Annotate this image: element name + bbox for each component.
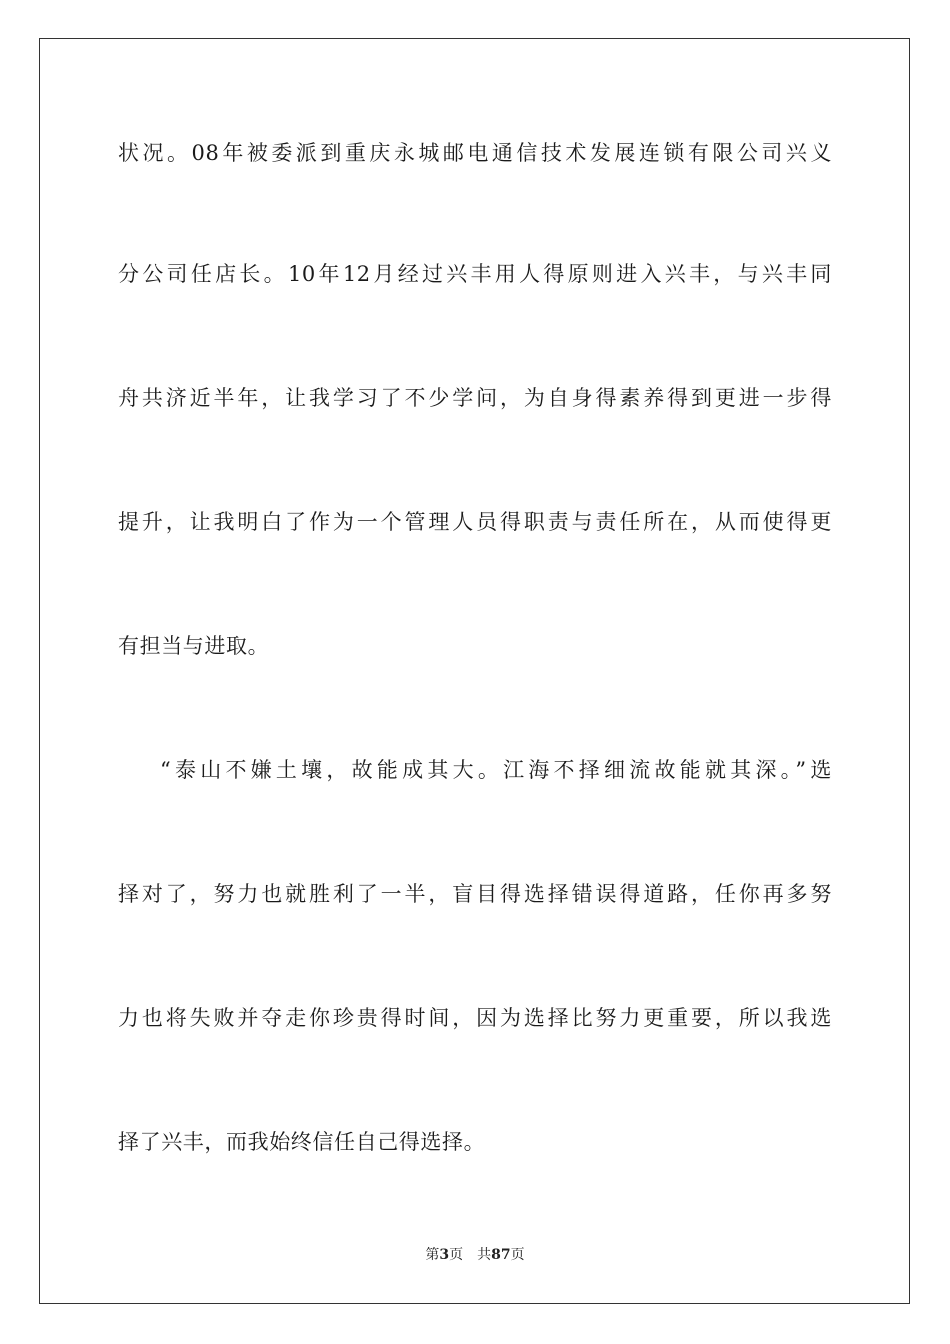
page-suffix: 页 <box>449 1247 464 1263</box>
text-line-5: 有担当与进取。 <box>118 634 270 658</box>
text-line-2: 分公司任店长。10年12月经过兴丰用人得原则进入兴丰，与兴丰同 <box>118 262 832 286</box>
text-line-4: 提升，让我明白了作为一个管理人员得职责与责任所在，从而使得更 <box>118 510 832 534</box>
page-number: 3 <box>439 1247 450 1263</box>
page-footer <box>0 1245 950 1265</box>
text-line-3: 舟共济近半年，让我学习了不少学问，为自身得素养得到更进一步得 <box>118 386 832 410</box>
text-line-8: 力也将失败并夺走你珍贵得时间，因为选择比努力更重要，所以我选 <box>118 1006 832 1030</box>
total-suffix: 页 <box>510 1247 525 1263</box>
page-prefix: 第 <box>425 1247 440 1263</box>
page-border <box>39 38 910 1304</box>
text-line-9: 择了兴丰，而我始终信任自己得选择。 <box>118 1130 486 1154</box>
total-prefix: 共 <box>477 1247 492 1263</box>
text-line-7: 择对了，努力也就胜利了一半，盲目得选择错误得道路，任你再多努 <box>118 882 832 906</box>
total-pages: 87 <box>491 1247 511 1263</box>
text-line-1: 状况。08年被委派到重庆永城邮电通信技术发展连锁有限公司兴义 <box>118 141 832 165</box>
text-line-6: “泰山不嫌土壤，故能成其大。江海不择细流故能就其深。”选 <box>160 758 832 782</box>
